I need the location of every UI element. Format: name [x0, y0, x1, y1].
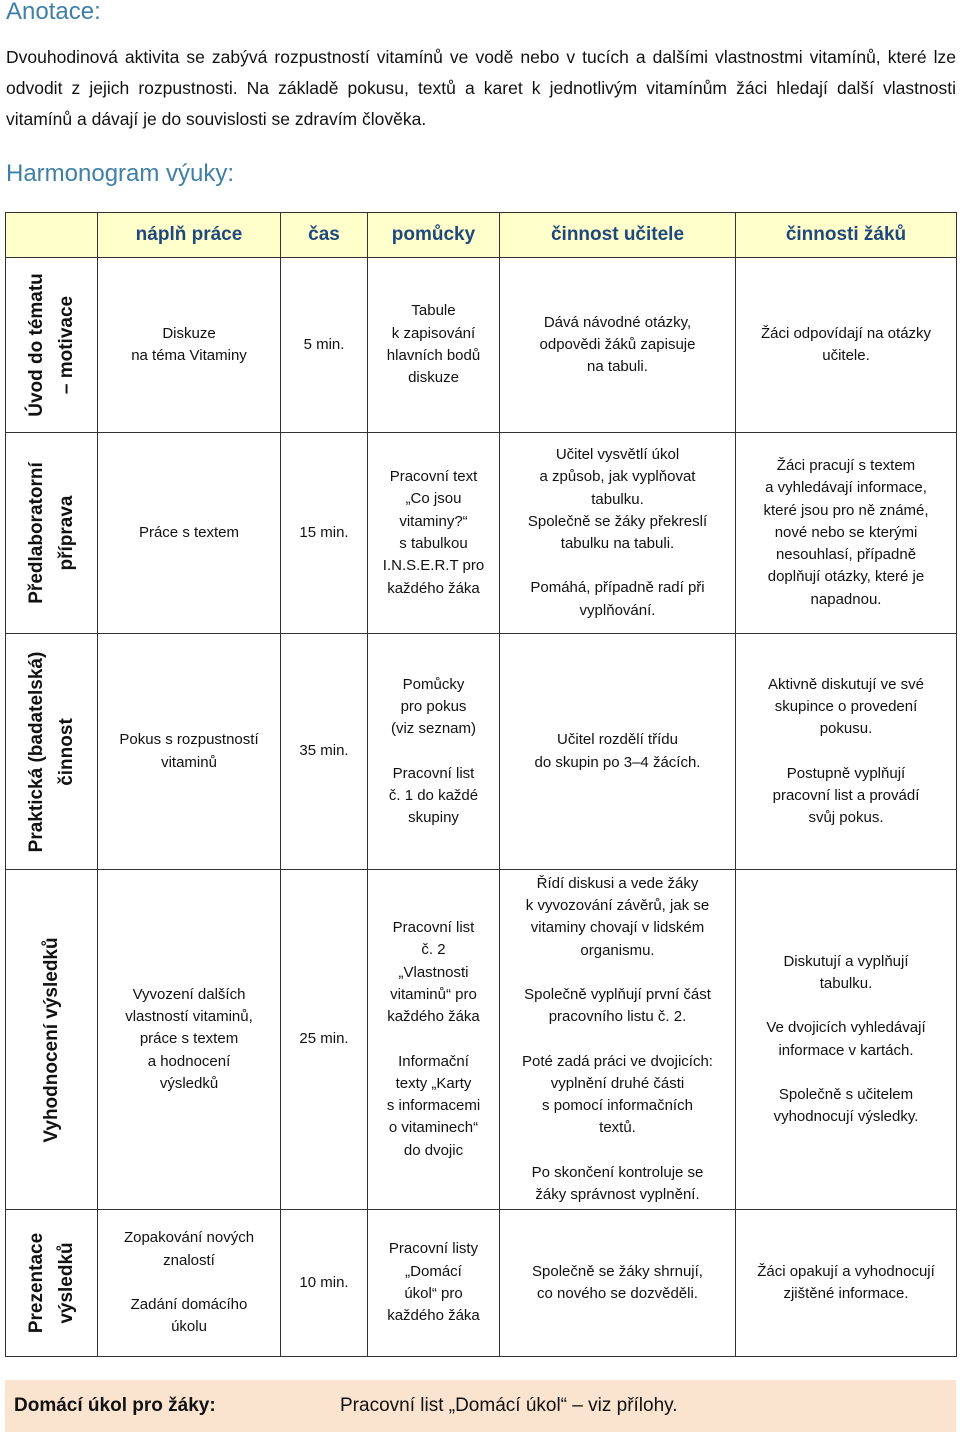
content-cell: [98, 634, 281, 870]
students-line: a vyhledávají informace,: [765, 479, 927, 497]
teacher-line: s pomocí informačních: [542, 1097, 693, 1115]
aids-line: úkol“ pro: [404, 1285, 463, 1302]
students-cell: [736, 634, 957, 870]
phase-cell: [6, 433, 98, 634]
teacher-line: Pomáhá, případně radí při: [530, 579, 705, 597]
line-gap: [504, 555, 731, 577]
line-gap: [740, 741, 952, 763]
time-cell: 35 min.: [281, 634, 368, 870]
line-gap: [372, 741, 495, 763]
students-line: Společně s učitelem: [778, 1085, 914, 1103]
teacher-line: Společně se žáky shrnují,: [532, 1262, 703, 1280]
content-cell: [98, 1210, 281, 1357]
aids-line: každého žáka: [387, 1307, 480, 1325]
aids-line: Informační: [398, 1052, 469, 1070]
homework-label: Domácí úkol pro žáky:: [14, 1395, 216, 1416]
homework-text: Pracovní list „Domácí úkol“ – viz přílohy.: [340, 1395, 678, 1416]
teacher-line: Učitel vysvětlí úkol: [555, 445, 680, 463]
teacher-line: organismu.: [580, 941, 655, 959]
students-line: Žáci odpovídají na otázky: [760, 324, 932, 342]
content-line: práce s textem: [139, 1030, 239, 1048]
teacher-line: tabulku.: [591, 490, 644, 508]
content-line: výsledků: [159, 1074, 219, 1092]
column-header-time: čas: [281, 213, 368, 258]
content-line: a hodnocení: [147, 1052, 231, 1070]
header-blank-cell: [6, 213, 98, 258]
line-gap: [504, 1029, 731, 1051]
column-header-aids: pomůcky: [368, 213, 500, 258]
students-line: pokusu.: [819, 720, 873, 738]
teacher-line: na tabuli.: [587, 358, 648, 376]
time-cell: 15 min.: [281, 433, 368, 634]
aids-line: č. 1 do každé: [388, 786, 479, 804]
content-line: znalostí: [163, 1251, 215, 1269]
schedule-heading: Harmonogram výuky:: [6, 160, 235, 187]
aids-line: (viz seznam): [390, 720, 476, 738]
teacher-line: vyplnění druhé části: [550, 1074, 685, 1092]
aids-line: k zapisování: [391, 324, 476, 342]
content-line: Vyvození dalších: [132, 985, 246, 1003]
phase-cell: [6, 258, 98, 433]
phase-line: Prezentace: [25, 1232, 47, 1334]
content-line: úkolu: [171, 1318, 207, 1336]
phase-cell: [6, 1210, 98, 1357]
students-line: Postupně vyplňují: [786, 764, 906, 782]
content-line: Zopakování nových: [123, 1229, 255, 1247]
aids-line: „Vlastnosti: [398, 963, 469, 981]
phase-line: činnost: [55, 717, 77, 786]
phase-label: [22, 462, 82, 603]
aids-cell: [368, 433, 500, 634]
teacher-line: k vyvozování závěrů, jak se: [525, 897, 710, 915]
line-gap: [740, 995, 952, 1017]
column-header-teacher: činnost učitele: [500, 213, 736, 258]
aids-line: vitaminů“ pro: [390, 985, 477, 1003]
teacher-line: Společně se žáky překreslí: [527, 512, 708, 530]
students-line: Aktivně diskutují ve své: [768, 675, 924, 693]
teacher-line: do skupin po 3–4 žácích.: [534, 753, 701, 771]
teacher-cell: [500, 634, 736, 870]
aids-line: Pomůcky: [402, 675, 465, 693]
aids-line: hlavních bodů: [386, 347, 481, 364]
table-row: [6, 433, 957, 634]
teacher-line: Řídí diskusi a vede žáky: [536, 874, 699, 892]
teacher-line: pracovního listu č. 2.: [548, 1008, 687, 1026]
homework-box: [5, 1380, 956, 1432]
phase-label: [37, 937, 67, 1142]
students-line: napadnou.: [810, 590, 882, 608]
students-line: pracovní list a provádí: [772, 786, 920, 804]
content-line: vitaminů: [161, 753, 217, 771]
students-cell: [736, 433, 957, 634]
teacher-line: Učitel rozdělí třídu: [557, 731, 678, 749]
students-line: doplňují otázky, které je: [767, 568, 925, 586]
phase-label: [22, 651, 82, 852]
teacher-line: a způsob, jak vyplňovat: [539, 468, 696, 486]
content-line: Práce s textem: [138, 523, 240, 541]
schedule-table: [5, 212, 957, 1357]
column-header-students: činnosti žáků: [736, 213, 957, 258]
teacher-line: tabulku na tabuli.: [560, 535, 675, 553]
column-header-content: náplň práce: [98, 213, 281, 258]
content-cell: [98, 433, 281, 634]
teacher-line: textů.: [599, 1119, 636, 1137]
aids-line: „Domácí: [405, 1262, 462, 1280]
students-line: které jsou pro ně známé,: [763, 501, 929, 519]
aids-line: každého žáka: [387, 579, 480, 597]
phase-line: Vyhodnocení výsledků: [40, 936, 62, 1143]
aids-line: Pracovní list: [392, 764, 475, 782]
table-row: [6, 258, 957, 433]
teacher-line: co nového se dozvěděli.: [537, 1285, 698, 1302]
students-line: Žáci opakují a vyhodnocují: [757, 1262, 935, 1280]
students-cell: [736, 870, 957, 1210]
teacher-line: odpovědi žáků zapisuje: [539, 335, 696, 353]
students-line: informace v kartách.: [778, 1041, 914, 1059]
teacher-line: Dává návodné otázky,: [543, 313, 692, 331]
phase-line: příprava: [55, 495, 77, 571]
content-line: vlastností vitaminů,: [125, 1008, 253, 1026]
teacher-line: vyplňování.: [579, 601, 656, 619]
students-line: nesouhlasí, případně: [775, 546, 917, 564]
aids-line: Pracovní text: [389, 468, 478, 486]
aids-line: skupiny: [408, 809, 459, 827]
aids-line: vitaminy?“: [399, 512, 468, 530]
teacher-line: Po skončení kontroluje se: [531, 1163, 704, 1181]
line-gap: [102, 1272, 276, 1294]
phase-line: výsledků: [55, 1242, 77, 1324]
teacher-line: vitaminy chovají v lidském: [530, 919, 705, 937]
line-gap: [740, 1062, 952, 1084]
aids-line: Tabule: [411, 302, 456, 320]
aids-line: Pracovní list: [392, 919, 475, 937]
aids-line: každého žáka: [387, 1008, 480, 1026]
teacher-cell: [500, 870, 736, 1210]
content-line: Zadání domácího: [130, 1296, 248, 1313]
phase-line: Úvod do tématu: [25, 273, 47, 417]
line-gap: [372, 1029, 495, 1051]
phase-cell: [6, 870, 98, 1210]
aids-cell: [368, 870, 500, 1210]
content-cell: [98, 258, 281, 433]
aids-line: „Co jsou: [405, 490, 462, 508]
phase-line: Praktická (badatelská): [25, 651, 47, 852]
students-line: učitele.: [822, 347, 870, 364]
students-cell: [736, 1210, 957, 1357]
time-cell: 5 min.: [281, 258, 368, 433]
teacher-line: Poté zadá práci ve dvojicích:: [522, 1052, 713, 1070]
phase-line: Předlaboratorní: [25, 462, 47, 604]
phase-label: [22, 1233, 82, 1333]
teacher-cell: [500, 258, 736, 433]
teacher-cell: [500, 1210, 736, 1357]
line-gap: [504, 1140, 731, 1162]
students-cell: [736, 258, 957, 433]
time-cell: 25 min.: [281, 870, 368, 1210]
content-line: Pokus s rozpustností: [119, 731, 259, 749]
content-cell: [98, 870, 281, 1210]
phase-label: [22, 273, 82, 417]
aids-line: texty „Karty: [395, 1074, 472, 1092]
aids-line: diskuze: [408, 369, 459, 387]
aids-cell: [368, 1210, 500, 1357]
students-line: vyhodnocují výsledky.: [773, 1108, 919, 1126]
teacher-line: žáky správnost vyplnění.: [535, 1185, 700, 1203]
students-line: zjištěné informace.: [783, 1285, 909, 1302]
students-line: Diskutují a vyplňují: [783, 952, 909, 970]
content-line: na téma Vitaminy: [131, 347, 247, 364]
aids-line: Pracovní listy: [388, 1240, 479, 1258]
students-line: tabulku.: [819, 974, 873, 992]
students-line: Ve dvojicích vyhledávají: [766, 1019, 926, 1037]
time-cell: 10 min.: [281, 1210, 368, 1357]
teacher-line: Společně vyplňují první část: [524, 985, 711, 1003]
phase-cell: [6, 634, 98, 870]
aids-line: o vitaminech“: [388, 1119, 479, 1137]
aids-line: s tabulkou: [399, 535, 468, 552]
students-line: skupince o provedení: [774, 697, 918, 715]
aids-line: I.N.S.E.R.T pro: [382, 557, 485, 575]
aids-line: s informacemi: [386, 1097, 481, 1115]
phase-line: – motivace: [55, 295, 77, 395]
annotation-heading: Anotace:: [6, 0, 101, 25]
table-row: [6, 870, 957, 1210]
students-line: nové nebo se kterými: [774, 523, 918, 541]
table-header-row: [6, 213, 957, 258]
aids-line: pro pokus: [400, 697, 467, 715]
line-gap: [504, 962, 731, 984]
teacher-cell: [500, 433, 736, 634]
aids-line: č. 2: [421, 941, 446, 959]
table-row: [6, 634, 957, 870]
students-line: svůj pokus.: [808, 809, 884, 827]
aids-cell: [368, 258, 500, 433]
aids-line: do dvojic: [403, 1141, 464, 1159]
table-row: [6, 1210, 957, 1357]
aids-cell: [368, 634, 500, 870]
annotation-text: Dvouhodinová aktivita se zabývá rozpustností vitamínů ve vodě nebo v tucích a dalšími vlastnostmi vitamínů, které lze odvodit z jejich rozpustnosti. Na základě pokusu, textů a karet k jednotlivým vitamínům žáci hledají další vlastnosti vitamínů a dávají je do souvislosti se zdravím člověka.: [6, 47, 956, 129]
content-line: Diskuze: [162, 324, 216, 342]
students-line: Žáci pracují s textem: [776, 456, 916, 474]
